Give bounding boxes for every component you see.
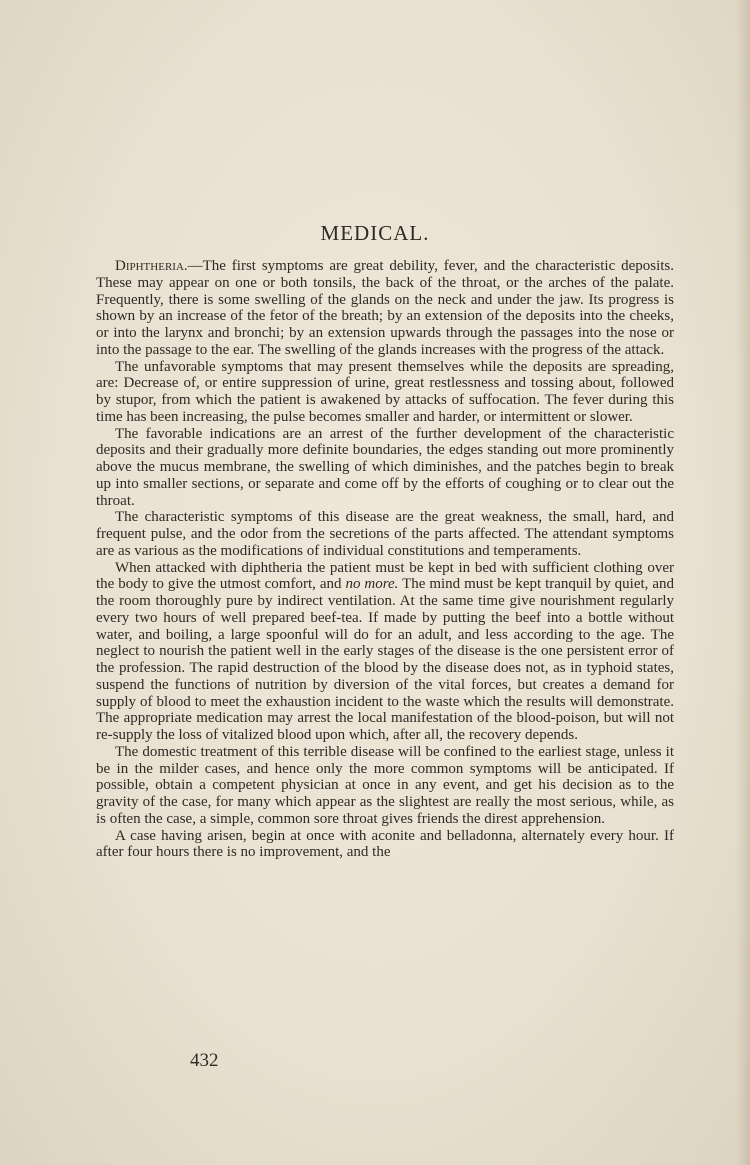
paragraph-bed-care bbox=[96, 560, 674, 744]
body-text bbox=[96, 258, 674, 861]
paragraph-text: The mind must be kept tranquil by quiet, and the room thoroughly pure by indirect ventilation. At the same time give nourishment regularly every two hours of well prepared beef-tea. If made by putting the beef into a bottle without water, and boiling, a large spoonful will do for an adult, and less according to the age. The neglect to nourish the patient well in the early stages of the disease is the one persistent error of the profession. The rapid destruction of the blood by the disease does not, as in typhoid states, suspend the functions of nutrition by diversion of the vital forces, but creates a demand for supply of blood to meet the exhaustion incident to the waste which the results will demonstrate. The appropriate medication may arrest the local manifestation of the blood-poison, but will not re-supply the loss of vitalized blood upon which, after all, the recovery depends. bbox=[96, 576, 674, 743]
paragraph-unfavorable-symptoms: The unfavorable symptoms that may present themselves while the deposits are spreading, are: Decrease of, or entire suppression of urine, great restlessness and tossing about, followed by stupor, from which the patient is awakened by attacks of suffocation. The fever during this time has been increasing, the pulse becomes smaller and harder, or intermittent or slower. bbox=[96, 358, 674, 425]
paragraph-domestic-treatment: The domestic treatment of this terrible disease will be confined to the earliest stage, unless it be in the milder cases, and hence only the more common symptoms will be anticipated. If possible, obtain a competent physician at once in any event, and get his decision as to the gravity of the case, for many which appear as the slightest are really the most serious, while, as is often the case, a simple, common sore throat gives friends the direst apprehension. bbox=[96, 743, 674, 827]
emphasis: no more. bbox=[345, 576, 399, 593]
paragraph-text: —The first symptoms are great debility, fever, and the characteristic deposits. These may appear on one or both tonsils, the back of the throat, or the arches of the palate. Frequently, there is some swelling of the glands on the neck and under the jaw. Its progress is shown by an increase of the fetor of the breath; by an extension of the deposits into the cheeks, or into the larynx and bronchi; by an extension upwards through the passages into the nose or into the passage to the ear. The swelling of the glands increases with the progress of the attack. bbox=[96, 258, 674, 358]
section-heading: MEDICAL. bbox=[320, 221, 430, 245]
paragraph-text: When attacked with diphtheria the patient must be kept in bed with sufficient clothing over the body to give the utmost comfort, and bbox=[96, 559, 674, 593]
page-edge-shadow bbox=[736, 0, 750, 1165]
paragraph-characteristic-symptoms: The characteristic symptoms of this disease are the great weakness, the small, hard, and frequent pulse, and the odor from the secretions of the parts affected. The attendant symptoms are as various as the modifications of individual constitutions and temperaments. bbox=[96, 509, 674, 559]
paragraph-favorable-indications: The favorable indications are an arrest of the further development of the characteristic deposits and their gradually more definite boundaries, the edges standing out more prominently above the mucus membrane, the swelling of which diminishes, and the patches begin to break up into smaller sections, or separate and come off by the efforts of coughing or to clear out the throat. bbox=[96, 425, 674, 509]
paragraph-diphtheria bbox=[96, 258, 674, 359]
page-number: 432 bbox=[190, 1050, 219, 1071]
paragraph-case-arisen: A case having arisen, begin at once with aconite and belladonna, alternately every hour. If after four hours there is no improvement, and the bbox=[96, 827, 674, 861]
run-in-heading: Diphtheria. bbox=[115, 258, 188, 274]
